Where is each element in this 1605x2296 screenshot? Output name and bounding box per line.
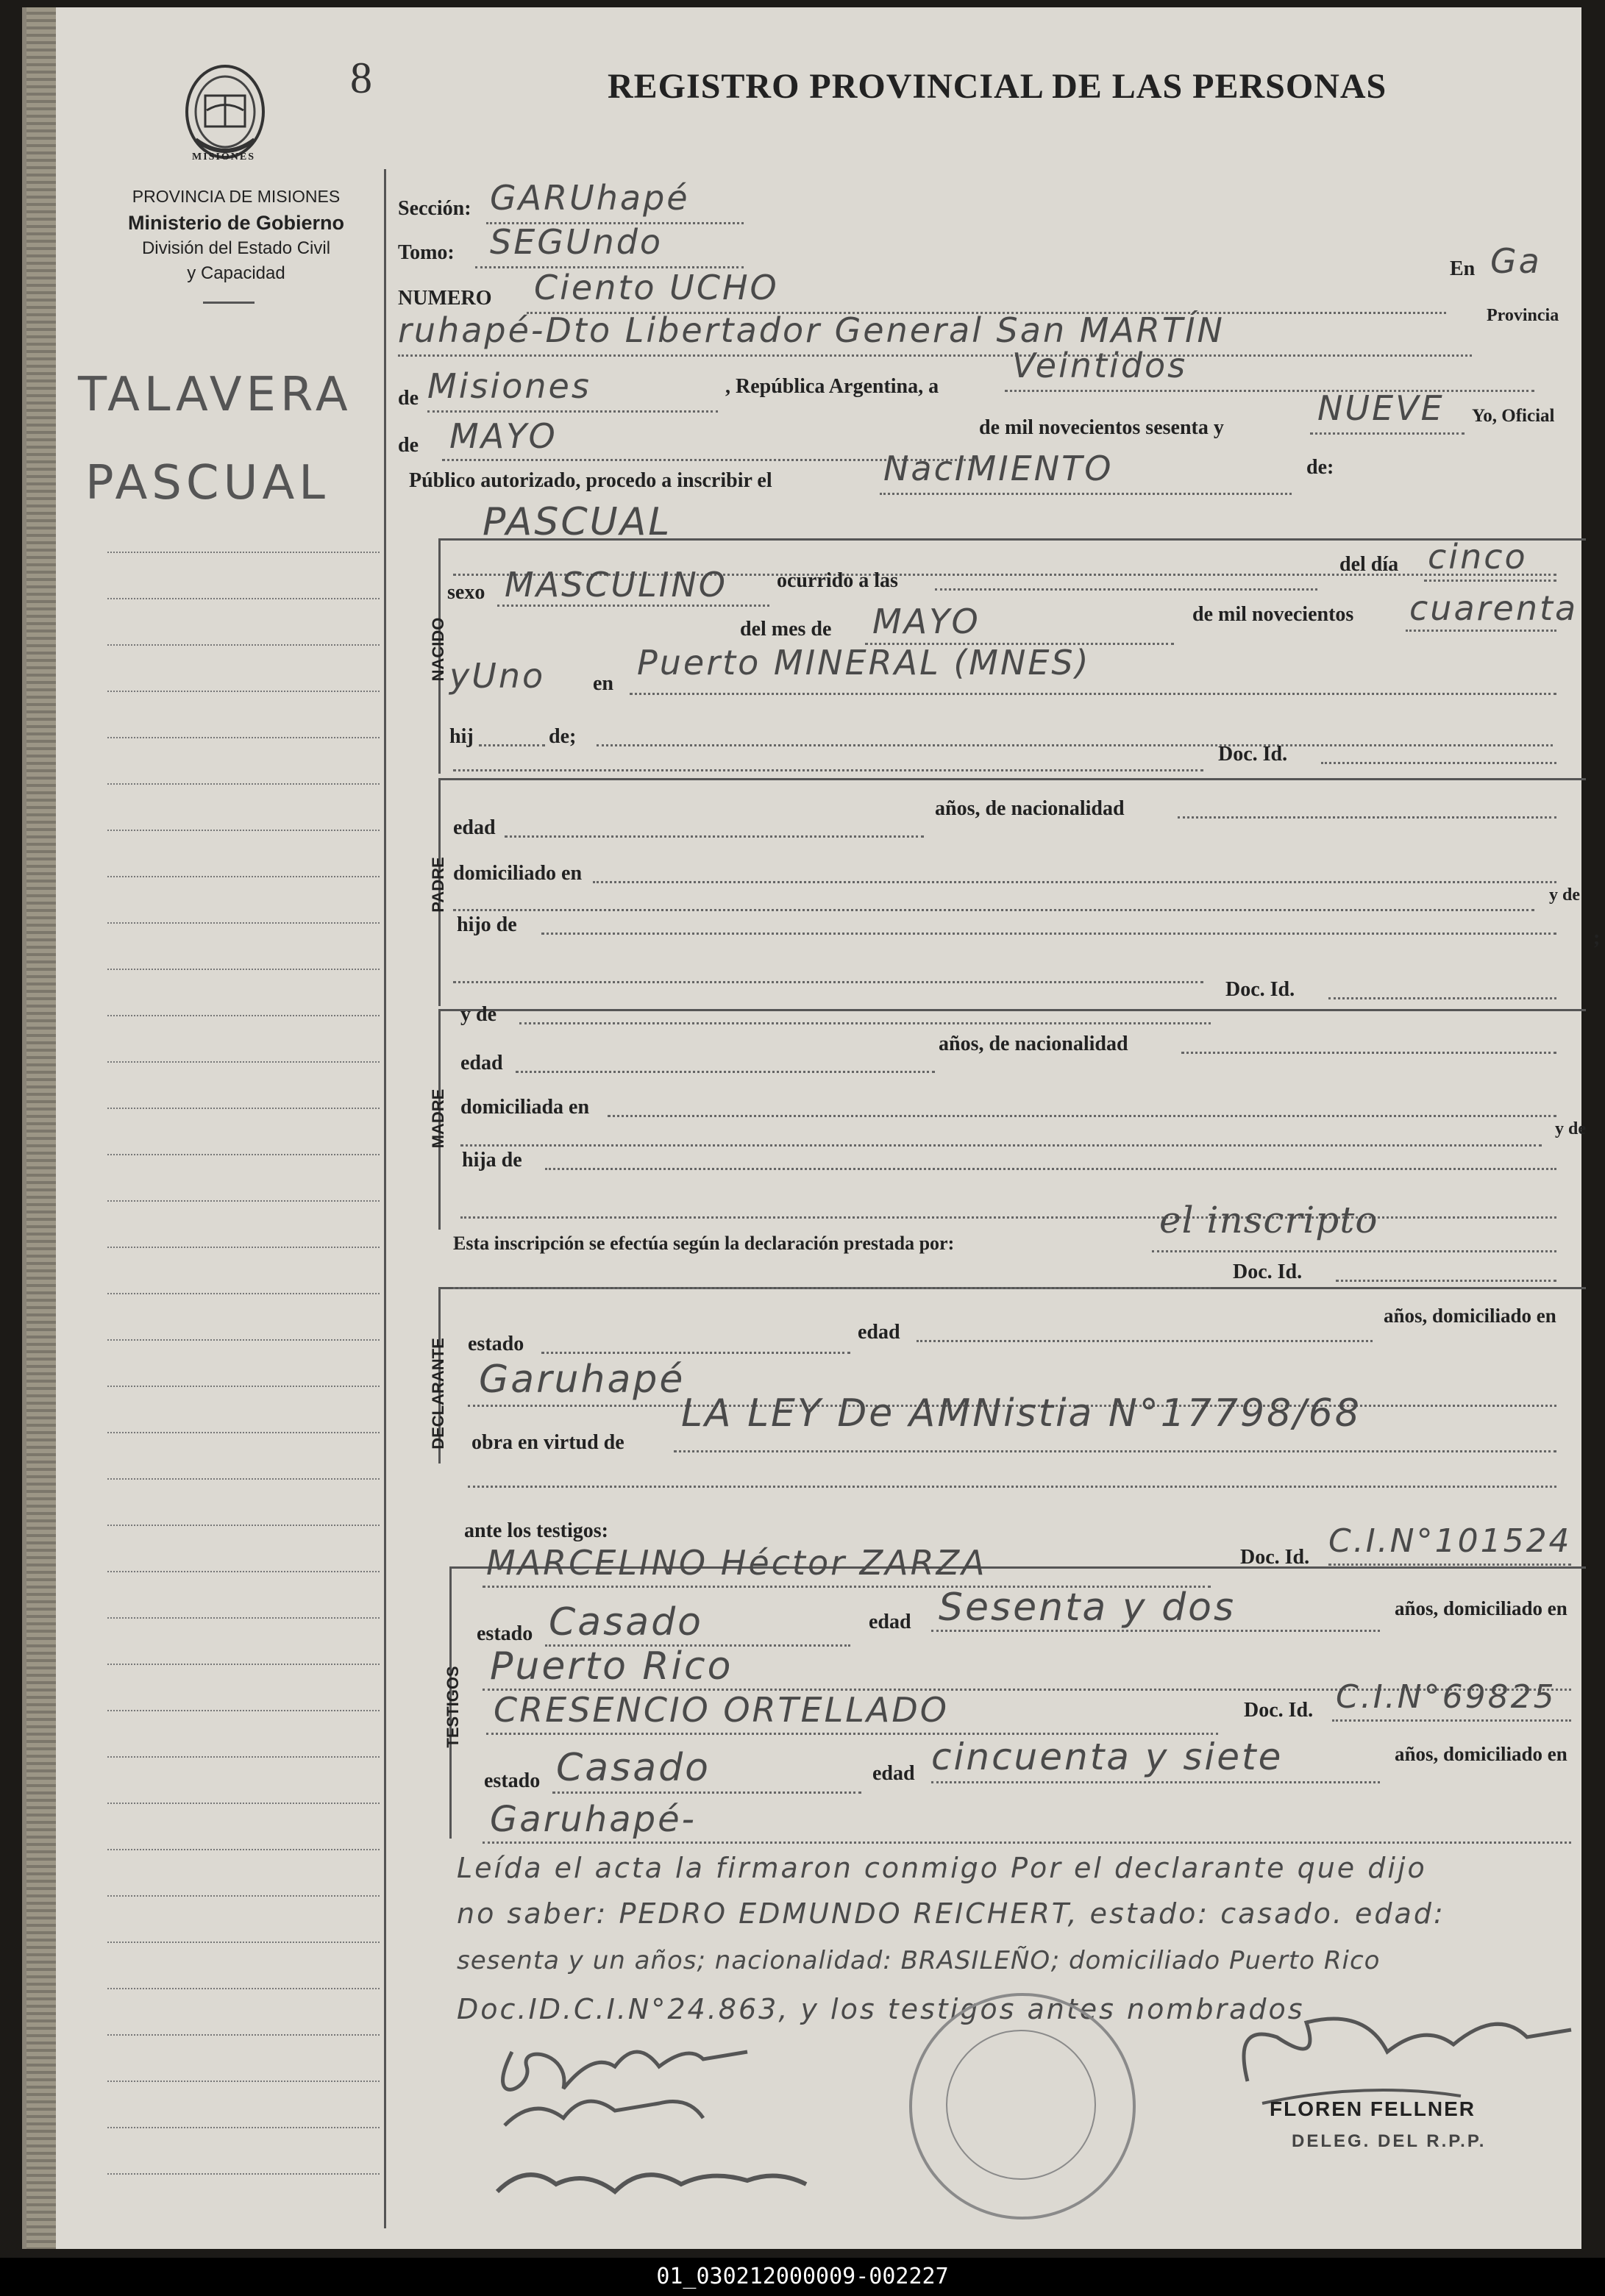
testigo1-edad-line: [931, 1630, 1380, 1632]
margin-dotted-line: [107, 969, 380, 970]
dia-line: [1424, 580, 1556, 582]
testigos-intro-label: ante los testigos:: [464, 1519, 608, 1542]
closing-line-1: Leída el acta la firmaron conmigo Por el declarante que dijo: [457, 1852, 1427, 1884]
margin-dotted-line: [107, 876, 380, 877]
de3-label: de:: [1306, 456, 1334, 479]
margin-dotted-line: [107, 1432, 380, 1433]
obra-label: obra en virtud de: [471, 1431, 624, 1454]
closing-line-4: Doc.ID.C.I.N°24.863, y los testigos antes nombrados: [457, 1993, 1305, 2025]
declarante-estado-label: estado: [468, 1333, 524, 1355]
margin-dotted-line: [107, 1339, 380, 1341]
act-line: [880, 493, 1292, 495]
sexo-value: MASCULINO: [505, 565, 727, 605]
margin-dotted-line: [107, 2034, 380, 2036]
month-value: MAYO: [449, 416, 558, 456]
margin-dotted-line: [107, 691, 380, 692]
publico-label: Público autorizado, procedo a inscribir el: [409, 469, 772, 492]
year-line: [1310, 432, 1465, 435]
madre-hija-label: hija de: [462, 1149, 522, 1172]
republica-label: , República Argentina, a: [725, 375, 939, 398]
margin-dotted-line: [107, 552, 380, 553]
mil-label: de mil novecientos: [1192, 603, 1354, 626]
day-line: [1005, 390, 1534, 392]
padre-domicilio-label: domiciliado en: [453, 862, 583, 885]
declarante-intro-value: el inscripto: [1159, 1199, 1378, 1241]
margin-dotted-line: [107, 1061, 380, 1063]
padre-section-label: PADRE: [429, 857, 447, 913]
padre-y-de-label: y de: [1549, 885, 1580, 905]
margin-dotted-line: [107, 644, 380, 646]
testigo2-domicilio-value: Garuhapé-: [490, 1799, 697, 1840]
testigo1-doc-line: [1328, 1564, 1571, 1566]
margin-dotted-line: [107, 1803, 380, 1804]
en-label: En: [1450, 257, 1476, 280]
margin-dotted-line: [107, 1478, 380, 1480]
testigo2-edad-value: cincuenta y siete: [931, 1736, 1284, 1778]
anio-value-b: yUno: [449, 656, 546, 696]
witness-signatures-icon: [468, 2022, 880, 2228]
officer-stamp-title: DELEG. DEL R.P.P.: [1292, 2131, 1487, 2151]
emblem-text: MISIONES: [192, 151, 256, 163]
testigo2-doc-label: Doc. Id.: [1244, 1699, 1314, 1722]
madre-hija-line: [545, 1168, 1556, 1170]
nacido-name-value: PASCUAL: [483, 500, 672, 544]
declarante-edad-line: [917, 1340, 1373, 1342]
declarante-estado-line: [541, 1352, 850, 1354]
place-line: [398, 354, 1472, 357]
margin-dotted-line: [107, 1849, 380, 1850]
year-label: de mil novecientos sesenta y: [979, 416, 1224, 439]
act-value: NacIMIENTO: [883, 449, 1114, 488]
testigo2-estado-value: Casado: [556, 1746, 711, 1790]
official-seal-inner: [946, 2030, 1096, 2180]
testigo2-edad-line: [931, 1781, 1380, 1783]
footer-caption: 01_030212000009-002227: [656, 2264, 949, 2289]
en-value: Ga: [1490, 241, 1542, 281]
testigo2-doc-line: [1332, 1719, 1571, 1722]
testigo1-anios-label: años, domiciliado en: [1395, 1597, 1567, 1619]
numero-label: NUMERO: [398, 287, 492, 310]
margin-dotted-line: [107, 1942, 380, 1943]
seccion-value: GARUhapé: [490, 178, 690, 218]
ocurrido-label: ocurrido a las: [777, 569, 898, 592]
margin-dotted-line: [107, 1617, 380, 1619]
nacido-doc-line-a: [453, 769, 1203, 771]
page-number: 8: [350, 54, 372, 102]
testigos-section-label: TESTIGOS: [444, 1666, 462, 1748]
margin-dotted-line: [107, 1200, 380, 1202]
padre-nacionalidad-line: [1178, 816, 1556, 819]
hora-line: [935, 588, 1317, 591]
testigo2-doc-value: C.I.N°69825: [1336, 1678, 1556, 1716]
testigo2-anios-label: años, domiciliado en: [1395, 1743, 1567, 1765]
nacido-en-label: en: [593, 672, 613, 695]
padre-top-rule: [438, 778, 1586, 780]
padre-hijo-line: [541, 933, 1556, 935]
margin-dotted-line: [107, 1664, 380, 1665]
margin-dotted-line: [107, 1571, 380, 1572]
closing-line-3: sesenta y un años; nacionalidad: BRASILEÑO; domiciliado Puerto Rico: [457, 1946, 1381, 1975]
madre-doc-line: [460, 1216, 1556, 1219]
margin-dotted-line: [107, 1525, 380, 1526]
margin-dotted-line: [107, 598, 380, 599]
office-division: División del Estado Civil: [141, 238, 331, 258]
madre-section-label: MADRE: [429, 1088, 447, 1149]
testigo2-edad-label: edad: [872, 1762, 915, 1785]
place-line-value: ruhapé-Dto Libertador General San MARTÍN: [398, 310, 1225, 350]
nacido-de-label: de;: [549, 725, 577, 748]
testigo1-doc-label: Doc. Id.: [1240, 1546, 1310, 1569]
madre-domicilio-label: domiciliada en: [460, 1096, 590, 1119]
padre-domicilio-line: [593, 881, 1556, 883]
padre-semicolon: ;: [1593, 927, 1601, 949]
testigo2-estado-line: [552, 1791, 861, 1794]
hij-line: [479, 744, 545, 746]
margin-dotted-line: [107, 922, 380, 924]
provincia-value: Misiones: [427, 366, 591, 406]
margin-dotted-line: [107, 783, 380, 785]
hij-de-line: [597, 744, 1553, 746]
padre-domicilio-line-2: [453, 909, 1534, 911]
padre-doc-label: Doc. Id.: [1225, 978, 1295, 1001]
testigo1-name: MARCELINO Héctor ZARZA: [486, 1543, 987, 1583]
padre-doc-line-b: [1328, 997, 1556, 999]
closing-line-2: no saber: PEDRO EDMUNDO REICHERT, estado: casado. edad:: [457, 1897, 1445, 1930]
seccion-label: Sección:: [398, 197, 471, 220]
margin-rule: [384, 169, 386, 2228]
register-title: REGISTRO PROVINCIAL DE LAS PERSONAS: [608, 67, 1387, 106]
mes-value: MAYO: [872, 602, 981, 641]
margin-dotted-line: [107, 1108, 380, 1109]
testigo1-edad-label: edad: [869, 1611, 911, 1633]
margin-dotted-line: [107, 830, 380, 831]
declarante-doc-label: Doc. Id.: [1233, 1261, 1303, 1283]
testigo1-estado-label: estado: [477, 1622, 533, 1645]
provincia-label: Provincia: [1487, 306, 1559, 325]
obra-value: LA LEY De AMNistia N°17798/68: [681, 1391, 1362, 1436]
padre-edad-label: edad: [453, 816, 496, 839]
declarante-doc-line-a: [453, 1287, 1211, 1289]
del-dia-label: del día: [1339, 553, 1399, 576]
margin-dotted-line: [107, 2173, 380, 2175]
provincia-line: [427, 410, 718, 413]
madre-edad-line: [516, 1071, 935, 1073]
madre-nacionalidad-label: años, de nacionalidad: [939, 1033, 1128, 1055]
anio-value-a: cuarenta: [1409, 588, 1579, 628]
anio-line: [1406, 630, 1556, 632]
margin-dotted-line: [107, 737, 380, 738]
numero-value: Ciento UCHO: [534, 268, 779, 307]
sexo-line: [497, 605, 769, 607]
margin-dotted-line: [107, 1756, 380, 1758]
padre-doc-line-a: [453, 981, 1203, 983]
margin-dotted-line: [107, 2081, 380, 2082]
margin-dotted-line: [107, 1247, 380, 1248]
padre-nacionalidad-label: años, de nacionalidad: [935, 797, 1125, 820]
year-value: NUEVE: [1317, 388, 1445, 428]
margin-dotted-line: [107, 1895, 380, 1897]
padre-edad-line: [505, 835, 924, 838]
declarante-domicilio-value: Garuhapé: [479, 1358, 686, 1402]
declarante-edad-label: edad: [858, 1321, 900, 1344]
nacido-section-label: NACIDO: [429, 617, 447, 682]
testigo1-doc-value: C.I.N°101524: [1328, 1522, 1572, 1560]
margin-dotted-line: [107, 1293, 380, 1294]
margin-dotted-line: [107, 1154, 380, 1155]
testigo1-estado-value: Casado: [549, 1600, 703, 1644]
del-mes-label: del mes de: [740, 618, 832, 641]
office-province: PROVINCIA DE MISIONES: [132, 187, 341, 206]
margin-surname: TALAVERA: [78, 368, 352, 422]
padre-hijo-label: hijo de: [457, 913, 517, 936]
margin-dotted-line: [107, 2127, 380, 2128]
declarante-doc-line-b: [1336, 1280, 1556, 1282]
testigo2-estado-label: estado: [484, 1769, 541, 1792]
lugar-value: Puerto MINERAL (MNES): [637, 643, 1091, 682]
madre-nacionalidad-line: [1181, 1052, 1556, 1054]
madre-y-de-label: y de: [460, 1003, 497, 1026]
testigo2-name: CRESENCIO ORTELLADO: [494, 1690, 950, 1730]
day-value: Veintidos: [1012, 346, 1188, 385]
madre-domicilio-line-2: [460, 1144, 1542, 1147]
lugar-line: [630, 693, 1556, 695]
office-capacity: y Capacidad: [187, 263, 285, 283]
margin-dotted-line: [107, 1386, 380, 1387]
madre-y-de-line: [519, 1022, 1211, 1024]
testigo1-domicilio-value: Puerto Rico: [490, 1644, 733, 1689]
declarante-intro-line: [1152, 1250, 1556, 1252]
de-label: de: [398, 387, 419, 410]
margin-dotted-line: [107, 1710, 380, 1711]
nacido-doc-label: Doc. Id.: [1218, 743, 1288, 766]
declarante-intro-label: Esta inscripción se efectúa según la declaración prestada por:: [453, 1233, 955, 1254]
margin-dotted-line: [107, 1988, 380, 1989]
obra-line: [674, 1450, 1556, 1452]
testigo1-edad-value: Sesenta y dos: [939, 1586, 1236, 1630]
de2-label: de: [398, 434, 419, 457]
dia-value: cinco: [1428, 537, 1528, 577]
madre-y-de2-label: y de: [1555, 1119, 1586, 1138]
testigo2-name-line: [486, 1733, 1218, 1735]
office-divider: [203, 302, 255, 304]
hij-label: hij: [449, 725, 474, 748]
office-ministry: Ministerio de Gobierno: [127, 212, 345, 234]
nacido-doc-line-b: [1321, 762, 1556, 764]
margin-given-name: PASCUAL: [85, 456, 330, 510]
declarante-extra-line: [468, 1486, 1556, 1488]
register-page: [22, 7, 1601, 2249]
madre-edad-label: edad: [460, 1052, 503, 1074]
declarante-section-label: DECLARANTE: [429, 1338, 447, 1450]
sexo-label: sexo: [447, 581, 485, 604]
margin-dotted-line: [107, 1015, 380, 1016]
declarante-anios-label: años, domiciliado en: [1384, 1305, 1556, 1327]
book-binding: [26, 7, 56, 2249]
oficial-label: Yo, Oficial: [1472, 406, 1555, 426]
officer-stamp-name: FLOREN FELLNER: [1270, 2097, 1476, 2120]
madre-domicilio-line: [608, 1115, 1556, 1117]
tomo-value: SEGUndo: [490, 222, 663, 262]
tomo-label: Tomo:: [398, 241, 455, 264]
madre-top-rule: [438, 1009, 1586, 1011]
testigo2-domicilio-line: [483, 1842, 1571, 1844]
